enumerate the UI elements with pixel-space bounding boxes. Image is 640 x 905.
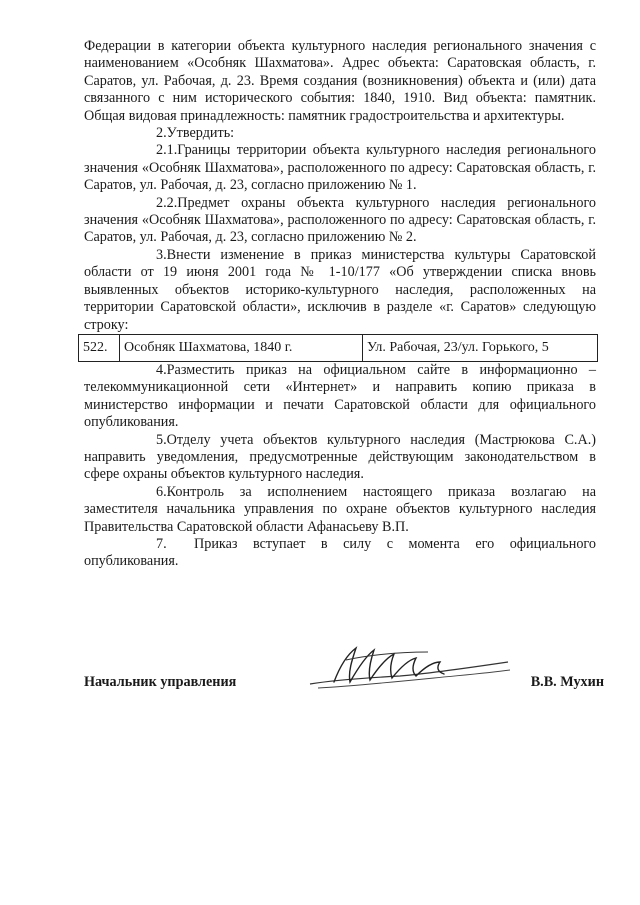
paragraph-3 xyxy=(84,247,596,334)
paragraph-2-1 xyxy=(84,142,596,194)
paragraph-7 xyxy=(84,536,596,571)
signature-block xyxy=(84,670,604,710)
signatory-title: Начальник управления xyxy=(84,674,237,690)
table-cell-address: Ул. Рабочая, 23/ул. Горького, 5 xyxy=(363,334,598,361)
table-row xyxy=(79,334,598,361)
paragraph-5 xyxy=(84,432,596,484)
table-cell-number: 522. xyxy=(79,334,120,361)
paragraph-text: Приказ вступает в силу с момента его официального опубликования. xyxy=(84,535,596,570)
paragraph-number: 4. xyxy=(156,361,167,378)
excluded-row-table xyxy=(78,334,598,362)
paragraph-number: 2. xyxy=(156,125,167,142)
paragraph-2 xyxy=(84,125,596,142)
paragraph-number: 5. xyxy=(156,431,167,448)
paragraph-number: 3. xyxy=(156,246,167,263)
paragraph-number: 6. xyxy=(156,483,167,500)
signatory-name: В.В. Мухин xyxy=(530,674,604,690)
paragraph-text: Внести изменение в приказ министерства культуры Саратовской области от 19 июня 2001 года № 1-10/177 «Об утверждении списка вновь выявленных объектов историко-культурного наследия, расположенных на территории Саратовской области», исключив в разделе «г. Саратов» следующую строку: xyxy=(84,246,596,333)
paragraph-4 xyxy=(84,362,596,432)
paragraph-6 xyxy=(84,484,596,536)
paragraph-text: Отделу учета объектов культурного наследия (Мастрюкова С.А.) направить уведомления, предусмотренные действующим законодательством в сфере охраны объектов культурного наследия. xyxy=(84,431,596,483)
paragraph-intro: Федерации в категории объекта культурного наследия регионального значения с наименованием «Особняк Шахматова». Адрес объекта: Саратовская область, г. Саратов, ул. Рабочая, д. 23. Время создания (возникновения) объекта и (или) дата связанного с ним исторического события: 1840, 1910. Вид объекта: памятник. Общая видовая принадлежность: памятник градостроительства и архитектуры. xyxy=(84,38,596,124)
paragraph-number: 7. xyxy=(156,535,167,552)
document-body xyxy=(84,38,596,571)
handwritten-signature xyxy=(304,640,514,696)
paragraph-number: 2.1. xyxy=(156,142,178,159)
paragraph-text: Утвердить: xyxy=(166,125,235,142)
paragraph-text: Разместить приказ на официальном сайте в информационно – телекоммуникационной сети «Интернет» и направить копию приказа в министерство информации и печати Саратовской области для официального опубликования. xyxy=(84,361,596,431)
paragraph-number: 2.2. xyxy=(156,194,178,211)
paragraph-text: Контроль за исполнением настоящего приказа возлагаю на заместителя начальника управления по охране объектов культурного наследия Правительства Саратовской области Афанасьеву В.П. xyxy=(84,483,596,535)
paragraph-text: Предмет охраны объекта культурного наследия регионального значения «Особняк Шахматова», расположенного по адресу: Саратовская область, г. Саратов, ул. Рабочая, д. 23, согласно приложению № 2. xyxy=(84,194,596,246)
table-cell-name: Особняк Шахматова, 1840 г. xyxy=(120,334,363,361)
paragraph-2-2 xyxy=(84,195,596,247)
paragraph-text: Границы территории объекта культурного наследия регионального значения «Особняк Шахматова», расположенного по адресу: Саратовская область, г. Саратов, ул. Рабочая, д. 23, согласно приложению № 1. xyxy=(84,142,596,194)
